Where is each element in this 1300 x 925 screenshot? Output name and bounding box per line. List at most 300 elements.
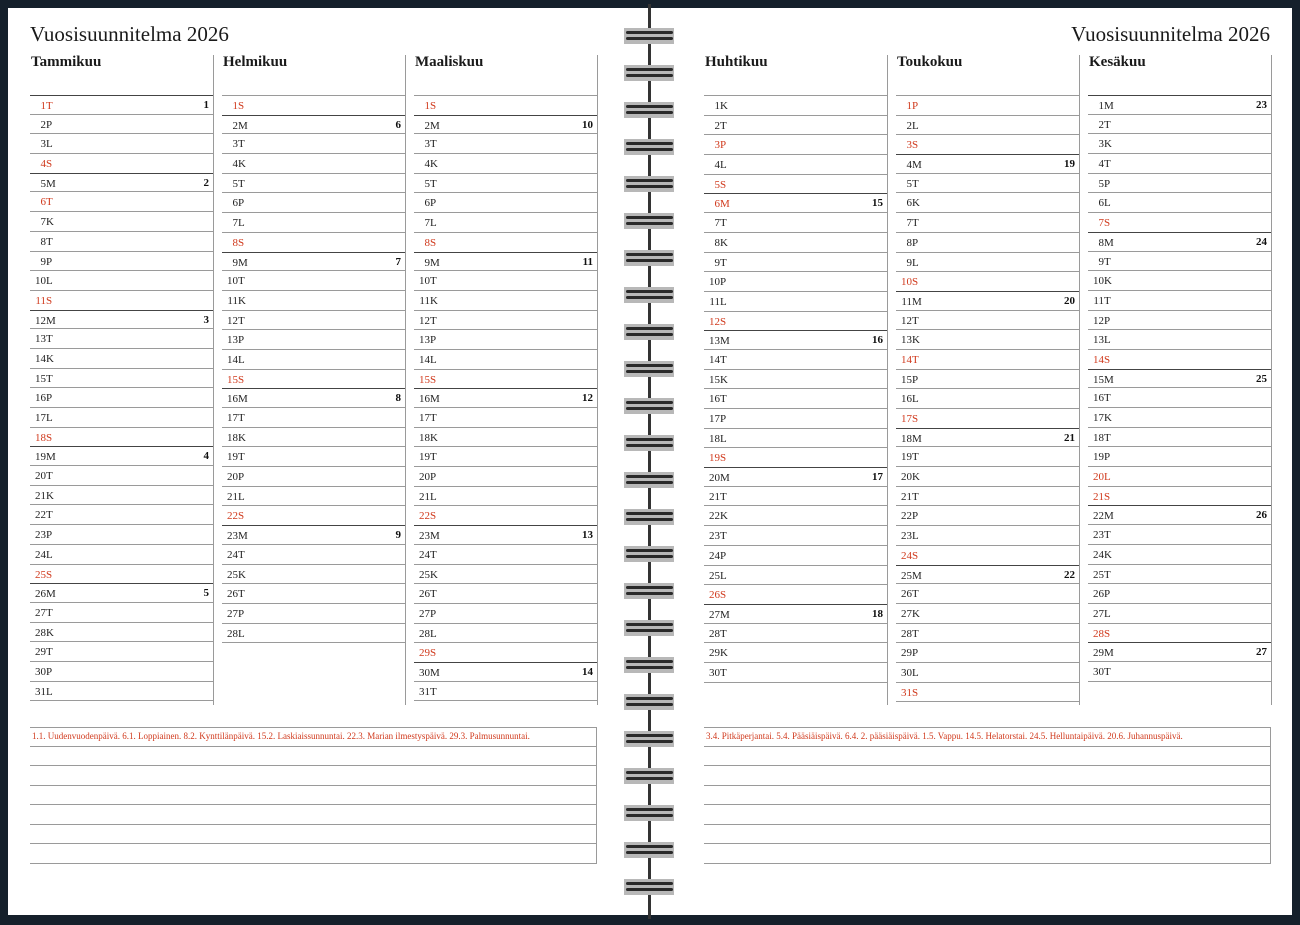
day-number: 24 xyxy=(419,548,430,561)
weekday-letter: P xyxy=(720,413,727,425)
day-row[interactable] xyxy=(222,565,405,585)
day-row[interactable] xyxy=(704,643,887,663)
day-number: 22 xyxy=(901,510,912,523)
day-row[interactable] xyxy=(1088,525,1271,545)
day-row[interactable] xyxy=(1088,662,1271,682)
weekday-letter: L xyxy=(720,295,727,308)
day-row[interactable] xyxy=(30,310,213,330)
day-number: 30 xyxy=(901,666,912,679)
day-row[interactable] xyxy=(30,349,213,369)
day-row[interactable] xyxy=(1088,213,1271,233)
day-row[interactable] xyxy=(30,369,213,389)
day-row[interactable] xyxy=(1088,388,1271,408)
day-row[interactable] xyxy=(896,330,1079,350)
day-row[interactable] xyxy=(896,350,1079,370)
day-number: 13 xyxy=(709,335,720,348)
day-row[interactable] xyxy=(896,389,1079,409)
day-row[interactable] xyxy=(30,154,213,174)
day-row[interactable] xyxy=(1088,311,1271,331)
day-row[interactable] xyxy=(30,408,213,428)
day-number: 9 xyxy=(424,256,430,269)
day-number: 6 xyxy=(1098,197,1104,210)
binding-ring xyxy=(624,731,676,747)
day-number: 28 xyxy=(227,627,238,640)
day-row[interactable] xyxy=(30,525,213,545)
binding-ring xyxy=(624,842,676,858)
day-row[interactable] xyxy=(414,271,597,291)
notes-area-right[interactable] xyxy=(704,727,1271,864)
weekday-letter: T xyxy=(1104,158,1111,171)
binding-ring xyxy=(624,583,676,599)
month-name: Huhtikuu xyxy=(705,54,768,70)
day-row[interactable] xyxy=(704,585,887,605)
day-row[interactable] xyxy=(30,271,213,291)
day-row[interactable] xyxy=(30,505,213,525)
weekday-letter: M xyxy=(1104,510,1114,523)
day-row[interactable] xyxy=(222,330,405,350)
notes-area-left[interactable] xyxy=(30,727,597,864)
day-number: 12 xyxy=(709,315,720,328)
day-row[interactable] xyxy=(414,662,597,682)
day-row[interactable] xyxy=(414,350,597,370)
day-row[interactable] xyxy=(30,446,213,466)
day-row[interactable] xyxy=(30,388,213,408)
weekday-letter: K xyxy=(430,294,438,307)
day-number: 14 xyxy=(901,353,912,366)
day-number: 10 xyxy=(227,275,238,288)
day-number: 26 xyxy=(227,588,238,601)
day-number: 12 xyxy=(35,314,46,327)
day-row[interactable] xyxy=(704,135,887,155)
day-row[interactable] xyxy=(1088,447,1271,467)
day-row[interactable] xyxy=(30,603,213,623)
weekday-letter: T xyxy=(238,548,245,561)
day-number: 2 xyxy=(40,118,46,131)
day-row[interactable] xyxy=(704,467,887,487)
day-row[interactable] xyxy=(414,96,597,116)
day-number: 11 xyxy=(901,295,912,308)
day-row[interactable] xyxy=(1088,642,1271,662)
day-row[interactable] xyxy=(896,370,1079,390)
day-row[interactable] xyxy=(222,96,405,116)
day-row[interactable] xyxy=(30,662,213,682)
day-number: 20 xyxy=(901,471,912,484)
day-number: 8 xyxy=(232,236,238,249)
day-row[interactable] xyxy=(30,682,213,702)
weekday-letter: T xyxy=(912,217,919,230)
day-number: 3 xyxy=(1098,138,1104,151)
day-row[interactable] xyxy=(896,487,1079,507)
day-row[interactable] xyxy=(704,487,887,507)
right-page-title: Vuosisuunnitelma 2026 xyxy=(1071,22,1270,46)
day-number: 27 xyxy=(35,606,46,619)
day-row[interactable] xyxy=(414,370,597,390)
week-number: 5 xyxy=(203,587,209,600)
day-row[interactable] xyxy=(414,311,597,331)
weekday-letter: T xyxy=(430,412,437,424)
day-row[interactable] xyxy=(30,565,213,585)
day-row[interactable] xyxy=(414,330,597,350)
weekday-letter: M xyxy=(430,393,440,406)
day-number: 25 xyxy=(901,569,912,582)
day-number: 26 xyxy=(901,588,912,601)
day-row[interactable] xyxy=(414,584,597,604)
day-row[interactable] xyxy=(896,526,1079,546)
day-row[interactable] xyxy=(704,330,887,350)
day-number: 19 xyxy=(35,451,46,464)
day-row[interactable] xyxy=(896,291,1079,311)
day-row[interactable] xyxy=(1088,193,1271,213)
day-number: 25 xyxy=(709,569,720,582)
weekday-letter: L xyxy=(1104,607,1111,620)
day-row[interactable] xyxy=(222,291,405,311)
day-row[interactable] xyxy=(414,388,597,408)
weekday-letter: P xyxy=(46,529,53,542)
day-row[interactable] xyxy=(704,409,887,429)
day-number: 21 xyxy=(709,490,720,503)
day-row[interactable] xyxy=(704,155,887,175)
day-row[interactable] xyxy=(704,272,887,292)
weekday-letter: S xyxy=(430,236,437,249)
week-number: 27 xyxy=(1256,646,1267,659)
weekday-letter: T xyxy=(430,138,437,151)
day-row[interactable] xyxy=(704,566,887,586)
day-row[interactable] xyxy=(704,429,887,449)
day-row[interactable] xyxy=(414,115,597,135)
day-row[interactable] xyxy=(30,232,213,252)
day-row[interactable] xyxy=(222,370,405,390)
day-number: 24 xyxy=(709,549,720,562)
day-row[interactable] xyxy=(222,115,405,135)
day-row[interactable] xyxy=(896,272,1079,292)
weekday-letter: L xyxy=(912,393,919,406)
day-row[interactable] xyxy=(414,604,597,624)
day-number: 10 xyxy=(901,276,912,289)
weekday-letter: P xyxy=(238,607,245,620)
weekday-letter: P xyxy=(1104,588,1111,601)
day-number: 4 xyxy=(40,158,46,171)
day-row[interactable] xyxy=(414,252,597,272)
day-row[interactable] xyxy=(1088,624,1271,644)
day-row[interactable] xyxy=(414,233,597,253)
weekday-letter: M xyxy=(430,256,440,269)
day-row[interactable] xyxy=(704,604,887,624)
day-row[interactable] xyxy=(896,584,1079,604)
day-row[interactable] xyxy=(896,116,1079,136)
day-row[interactable] xyxy=(222,545,405,565)
day-number: 20 xyxy=(227,471,238,484)
weekday-letter: T xyxy=(1104,529,1111,542)
day-row[interactable] xyxy=(222,154,405,174)
day-row[interactable] xyxy=(704,663,887,683)
day-row[interactable] xyxy=(222,388,405,408)
day-number: 30 xyxy=(419,666,430,679)
weekday-letter: M xyxy=(46,451,56,464)
day-number: 6 xyxy=(906,197,912,210)
day-number: 15 xyxy=(35,372,46,385)
day-row[interactable] xyxy=(414,487,597,507)
day-row[interactable] xyxy=(222,506,405,526)
day-row[interactable] xyxy=(222,604,405,624)
weekday-letter: P xyxy=(430,607,437,620)
day-row[interactable] xyxy=(30,545,213,565)
day-row[interactable] xyxy=(704,389,887,409)
day-row[interactable] xyxy=(1088,545,1271,565)
day-row[interactable] xyxy=(222,174,405,194)
week-number: 3 xyxy=(203,313,209,326)
day-row[interactable] xyxy=(222,134,405,154)
day-number: 24 xyxy=(35,548,46,561)
day-row[interactable] xyxy=(896,135,1079,155)
day-row[interactable] xyxy=(222,233,405,253)
weekday-letter: T xyxy=(430,451,437,464)
day-number: 28 xyxy=(709,627,720,640)
day-number: 17 xyxy=(419,412,430,424)
day-number: 19 xyxy=(901,451,912,464)
day-row[interactable] xyxy=(414,174,597,194)
day-row[interactable] xyxy=(896,663,1079,683)
day-row[interactable] xyxy=(414,193,597,213)
day-row[interactable] xyxy=(896,447,1079,467)
day-row[interactable] xyxy=(30,212,213,232)
day-row[interactable] xyxy=(30,466,213,486)
day-number: 12 xyxy=(227,314,238,327)
day-row[interactable] xyxy=(896,253,1079,273)
day-number: 26 xyxy=(709,589,720,602)
day-row[interactable] xyxy=(896,311,1079,331)
day-row[interactable] xyxy=(1088,232,1271,252)
day-row[interactable] xyxy=(704,116,887,136)
weekday-letter: K xyxy=(912,334,920,347)
weekday-letter: T xyxy=(46,646,53,659)
day-row[interactable] xyxy=(414,545,597,565)
binding-ring xyxy=(624,139,676,155)
day-row[interactable] xyxy=(222,467,405,487)
day-row[interactable] xyxy=(30,252,213,272)
day-row[interactable] xyxy=(704,175,887,195)
day-number: 5 xyxy=(424,177,430,190)
day-row[interactable] xyxy=(1088,505,1271,525)
day-row[interactable] xyxy=(704,96,887,116)
day-row[interactable] xyxy=(704,370,887,390)
day-row[interactable] xyxy=(1088,350,1271,370)
day-row[interactable] xyxy=(896,193,1079,213)
weekday-letter: S xyxy=(46,158,53,171)
weekday-letter: T xyxy=(238,588,245,601)
day-row[interactable] xyxy=(704,526,887,546)
day-row[interactable] xyxy=(30,623,213,643)
day-row[interactable] xyxy=(222,193,405,213)
day-row[interactable] xyxy=(222,487,405,507)
day-row[interactable] xyxy=(222,624,405,644)
day-row[interactable] xyxy=(30,428,213,448)
day-number: 4 xyxy=(424,158,430,171)
weekday-letter: S xyxy=(912,549,919,562)
day-number: 5 xyxy=(1098,177,1104,190)
day-number: 31 xyxy=(419,685,430,698)
day-row[interactable] xyxy=(1088,604,1271,624)
day-row[interactable] xyxy=(222,584,405,604)
day-row[interactable] xyxy=(222,408,405,428)
day-number: 22 xyxy=(709,510,720,523)
day-row[interactable] xyxy=(414,408,597,428)
day-row[interactable] xyxy=(1088,584,1271,604)
day-row[interactable] xyxy=(1088,565,1271,585)
weekday-letter: S xyxy=(238,236,245,249)
day-row[interactable] xyxy=(30,173,213,193)
day-row[interactable] xyxy=(414,682,597,702)
day-row[interactable] xyxy=(1088,487,1271,507)
day-number: 3 xyxy=(424,138,430,151)
notes-line xyxy=(704,805,1270,825)
day-row[interactable] xyxy=(1088,271,1271,291)
day-row[interactable] xyxy=(1088,154,1271,174)
weekday-letter: S xyxy=(1104,627,1111,640)
weekday-letter: S xyxy=(430,647,437,660)
day-row[interactable] xyxy=(414,525,597,545)
day-row[interactable] xyxy=(414,506,597,526)
day-row[interactable] xyxy=(414,447,597,467)
weekday-letter: M xyxy=(46,177,56,190)
day-row[interactable] xyxy=(30,291,213,311)
day-row[interactable] xyxy=(704,312,887,332)
weekday-letter: S xyxy=(46,294,53,307)
day-row[interactable] xyxy=(896,467,1079,487)
day-number: 13 xyxy=(35,333,46,346)
day-row[interactable] xyxy=(704,448,887,468)
day-row[interactable] xyxy=(222,350,405,370)
binding-ring xyxy=(624,250,676,266)
weekday-letter: M xyxy=(46,314,56,327)
day-row[interactable] xyxy=(414,213,597,233)
day-row[interactable] xyxy=(1088,330,1271,350)
day-row[interactable] xyxy=(1088,134,1271,154)
day-row[interactable] xyxy=(414,428,597,448)
day-row[interactable] xyxy=(222,447,405,467)
day-row[interactable] xyxy=(896,643,1079,663)
day-row[interactable] xyxy=(30,486,213,506)
day-row[interactable] xyxy=(896,154,1079,174)
day-number: 21 xyxy=(901,490,912,503)
weekday-letter: T xyxy=(238,314,245,327)
day-number: 1 xyxy=(906,100,912,112)
day-row[interactable] xyxy=(30,642,213,662)
day-row[interactable] xyxy=(414,154,597,174)
day-row[interactable] xyxy=(896,565,1079,585)
day-number: 30 xyxy=(1093,665,1104,678)
day-row[interactable] xyxy=(896,624,1079,644)
day-row[interactable] xyxy=(30,95,213,115)
day-row[interactable] xyxy=(704,292,887,312)
weekday-letter: S xyxy=(430,100,437,112)
day-row[interactable] xyxy=(30,192,213,212)
weekday-letter: K xyxy=(46,626,54,639)
day-row[interactable] xyxy=(1088,115,1271,135)
binding-ring xyxy=(624,879,676,895)
day-row[interactable] xyxy=(222,428,405,448)
day-row[interactable] xyxy=(222,271,405,291)
day-row[interactable] xyxy=(222,252,405,272)
day-row[interactable] xyxy=(414,467,597,487)
day-row[interactable] xyxy=(896,233,1079,253)
day-row[interactable] xyxy=(896,604,1079,624)
day-row[interactable] xyxy=(896,174,1079,194)
weekday-letter: K xyxy=(46,352,54,365)
day-row[interactable] xyxy=(30,134,213,154)
day-row[interactable] xyxy=(1088,467,1271,487)
day-row[interactable] xyxy=(704,546,887,566)
day-row[interactable] xyxy=(704,350,887,370)
weekday-letter: T xyxy=(238,138,245,151)
day-row[interactable] xyxy=(414,134,597,154)
day-row[interactable] xyxy=(222,213,405,233)
day-row[interactable] xyxy=(704,253,887,273)
weekday-letter: T xyxy=(912,627,919,640)
day-row[interactable] xyxy=(704,213,887,233)
day-row[interactable] xyxy=(222,311,405,331)
day-number: 22 xyxy=(35,509,46,522)
day-row[interactable] xyxy=(704,624,887,644)
day-row[interactable] xyxy=(704,506,887,526)
weekday-letter: L xyxy=(912,256,919,269)
day-row[interactable] xyxy=(1088,428,1271,448)
weekday-letter: S xyxy=(720,452,727,465)
day-row[interactable] xyxy=(896,546,1079,566)
weekday-letter: L xyxy=(912,530,919,543)
day-number: 18 xyxy=(35,431,46,444)
day-row[interactable] xyxy=(1088,369,1271,389)
day-number: 13 xyxy=(227,334,238,347)
day-row[interactable] xyxy=(414,624,597,644)
day-row[interactable] xyxy=(1088,291,1271,311)
weekday-letter: P xyxy=(238,471,245,484)
day-row[interactable] xyxy=(896,213,1079,233)
day-number: 23 xyxy=(419,530,430,543)
day-number: 15 xyxy=(227,373,238,386)
day-row[interactable] xyxy=(30,329,213,349)
weekday-letter: S xyxy=(430,510,437,523)
day-row[interactable] xyxy=(414,291,597,311)
day-row[interactable] xyxy=(1088,252,1271,272)
binding-ring xyxy=(624,620,676,636)
month-name: Kesäkuu xyxy=(1089,54,1146,70)
day-row[interactable] xyxy=(30,115,213,135)
day-row[interactable] xyxy=(414,643,597,663)
day-row[interactable] xyxy=(1088,95,1271,115)
day-row[interactable] xyxy=(30,583,213,603)
day-row[interactable] xyxy=(1088,408,1271,428)
weekday-letter: K xyxy=(238,294,246,307)
day-number: 19 xyxy=(227,451,238,464)
day-row[interactable] xyxy=(896,506,1079,526)
day-row[interactable] xyxy=(896,428,1079,448)
weekday-letter: L xyxy=(720,432,727,445)
day-number: 25 xyxy=(419,568,430,581)
day-row[interactable] xyxy=(222,525,405,545)
day-row[interactable] xyxy=(896,683,1079,703)
weekday-letter: P xyxy=(912,510,919,523)
day-row[interactable] xyxy=(414,565,597,585)
day-row[interactable] xyxy=(704,233,887,253)
weekday-letter: S xyxy=(912,686,919,699)
day-number: 10 xyxy=(1093,275,1104,288)
day-row[interactable] xyxy=(1088,174,1271,194)
day-row[interactable] xyxy=(896,409,1079,429)
day-row[interactable] xyxy=(896,96,1079,116)
day-row[interactable] xyxy=(704,193,887,213)
weekday-letter: P xyxy=(912,236,919,249)
day-number: 25 xyxy=(227,568,238,581)
